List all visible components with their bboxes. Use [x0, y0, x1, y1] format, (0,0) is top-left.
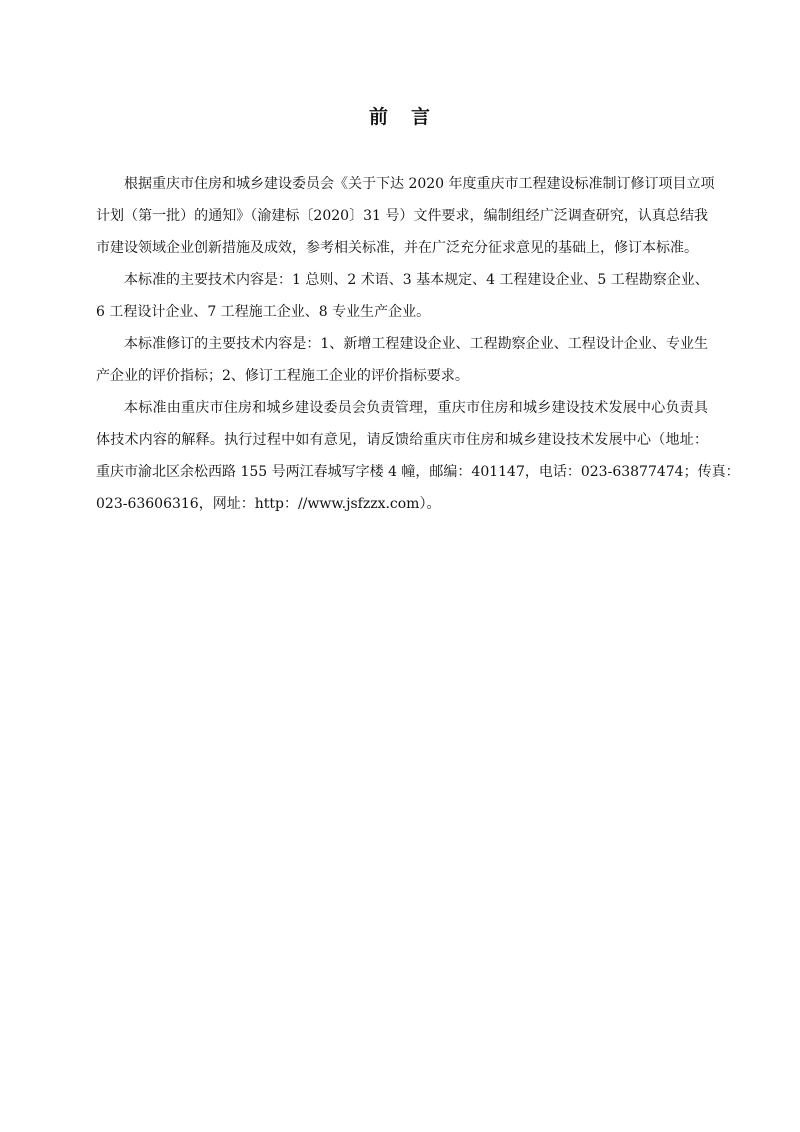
paragraph-line: 市建设领域企业创新措施及成效，参考相关标准，并在广泛充分征求意见的基础上，修订本标准。 [96, 240, 698, 256]
title-char-2: 言 [411, 106, 432, 128]
paragraph-line: 根据重庆市住房和城乡建设委员会《关于下达 2020 年度重庆市工程建设标准制订修订项目立项 [124, 176, 715, 192]
paragraph-line: 本标准修订的主要技术内容是：1、新增工程建设企业、工程勘察企业、工程设计企业、专业生 [124, 336, 708, 352]
paragraph-line: 体技术内容的解释。执行过程中如有意见，请反馈给重庆市住房和城乡建设技术发展中心（地址： [96, 432, 708, 448]
paragraph-line: 本标准的主要技术内容是：1 总则、2 术语、3 基本规定、4 工程建设企业、5 工程勘察企业、 [124, 272, 709, 288]
paragraph-line: 重庆市渝北区余松西路 155 号两江春城写字楼 4 幢，邮编：401147，电话：023-63877474；传真： [96, 464, 740, 480]
paragraph-line: 本标准由重庆市住房和城乡建设委员会负责管理，重庆市住房和城乡建设技术发展中心负责具 [124, 400, 708, 416]
paragraph-line: 产企业的评价指标；2、修订工程施工企业的评价指标要求。 [96, 368, 469, 384]
paragraph-management [96, 392, 740, 520]
paragraph-line: 计划（第一批）的通知》（渝建标〔2020〕31 号）文件要求，编制组经广泛调查研究，认真总结我 [96, 208, 708, 224]
paragraph-line: 6 工程设计企业、7 工程施工企业、8 专业生产企业。 [96, 304, 431, 320]
paragraph-basis [96, 168, 715, 264]
paragraph-revision-content [96, 328, 708, 392]
page-title [0, 104, 800, 130]
paragraph-line: 023-63606316，网址：http：//www.jsfzzx.com）。 [96, 496, 441, 512]
paragraph-main-content [96, 264, 708, 328]
title-char-1: 前 [368, 106, 389, 128]
